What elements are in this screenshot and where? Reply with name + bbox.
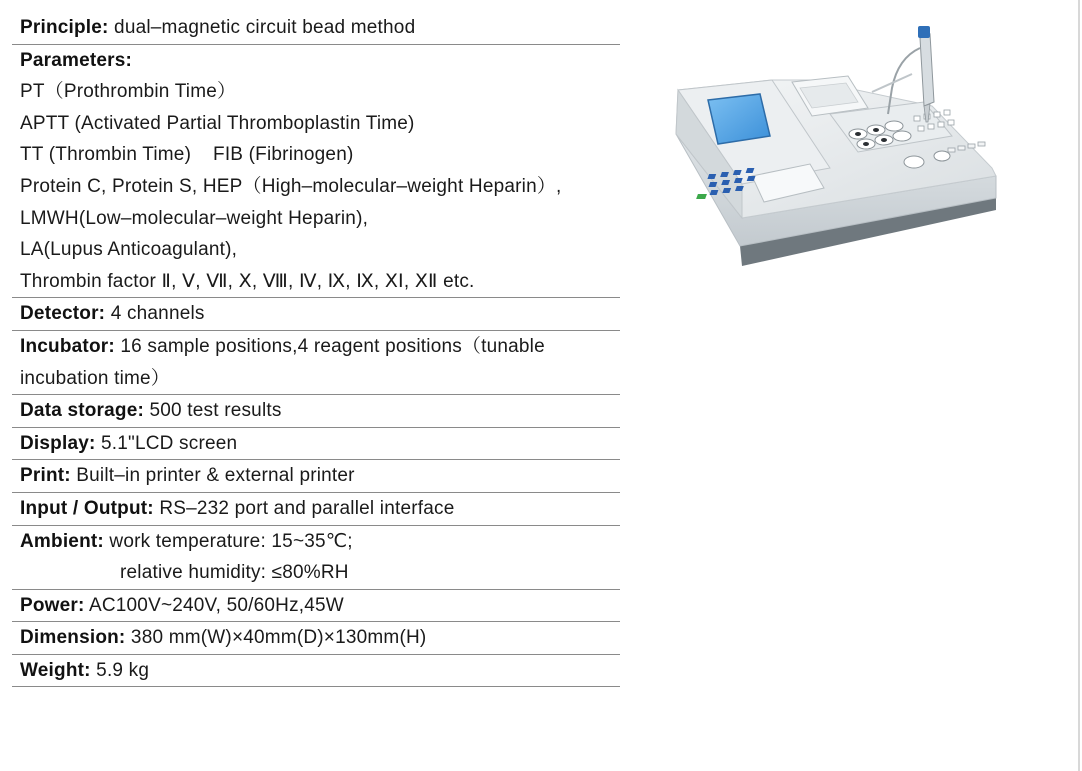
spec-value: RS–232 port and parallel interface xyxy=(153,497,455,519)
parameter-line: LA(Lupus Anticoagulant), xyxy=(20,239,238,261)
spec-value: 16 sample positions,4 reagent positions（tunable xyxy=(114,335,545,357)
spec-value: 5.9 kg xyxy=(90,659,150,681)
spec-ambient xyxy=(12,526,620,590)
analyzer-device-image xyxy=(662,18,1006,280)
spec-label: Dimension: xyxy=(20,627,126,649)
parameter-line: PT（Prothrombin Time） xyxy=(20,81,237,103)
spec-value: AC100V~240V, 50/60Hz,45W xyxy=(84,594,344,616)
spec-label: Power: xyxy=(20,594,85,616)
spec-data-storage xyxy=(12,395,620,428)
spec-label: Weight: xyxy=(20,659,91,681)
spec-list xyxy=(12,12,620,687)
parameter-line: Protein C, Protein S, HEP（High–molecular–weight Heparin）, xyxy=(20,175,562,197)
spec-value: 4 channels xyxy=(105,303,205,325)
spec-label: Data storage: xyxy=(20,400,145,422)
spec-parameters xyxy=(12,45,620,299)
spec-value: Built–in printer & external printer xyxy=(70,465,355,487)
spec-value: dual–magnetic circuit bead method xyxy=(108,17,416,38)
spec-value-continued: relative humidity: ≤80%RH xyxy=(120,562,349,584)
parameter-line: LMWH(Low–molecular–weight Heparin), xyxy=(20,207,369,229)
spec-label: Display: xyxy=(20,432,96,454)
spec-label: Parameters: xyxy=(20,49,133,71)
spec-label: Detector: xyxy=(20,303,106,325)
spec-value: 5.1"LCD screen xyxy=(95,432,238,454)
parameter-line: Thrombin factor Ⅱ, Ⅴ, Ⅶ, Ⅹ, Ⅷ, Ⅳ, Ⅸ, Ⅸ, ⅩⅠ, ⅩⅡ etc. xyxy=(20,270,475,292)
spec-power xyxy=(12,590,620,623)
spec-label: Ambient: xyxy=(20,530,104,552)
spec-dimension xyxy=(12,622,620,655)
spec-label: Incubator: xyxy=(20,335,115,357)
spec-detector xyxy=(12,298,620,331)
spec-weight xyxy=(12,655,620,688)
spec-input-output xyxy=(12,493,620,526)
spec-value: 500 test results xyxy=(144,400,282,422)
spec-label: Input / Output: xyxy=(20,497,154,519)
page-edge-divider xyxy=(1078,0,1080,771)
spec-label: Print: xyxy=(20,465,71,487)
spec-print xyxy=(12,460,620,493)
spec-label: Principle: xyxy=(20,17,109,38)
spec-incubator xyxy=(12,331,620,395)
spec-display xyxy=(12,428,620,461)
spec-value-continued: incubation time） xyxy=(20,367,170,389)
spec-value: work temperature: 15~35℃; xyxy=(103,530,353,552)
parameter-line: TT (Thrombin Time) FIB (Fibrinogen) xyxy=(20,144,354,166)
spec-principle xyxy=(12,12,620,45)
parameter-line: APTT (Activated Partial Thromboplastin Time) xyxy=(20,112,415,134)
spec-value: 380 mm(W)×40mm(D)×130mm(H) xyxy=(125,627,427,649)
